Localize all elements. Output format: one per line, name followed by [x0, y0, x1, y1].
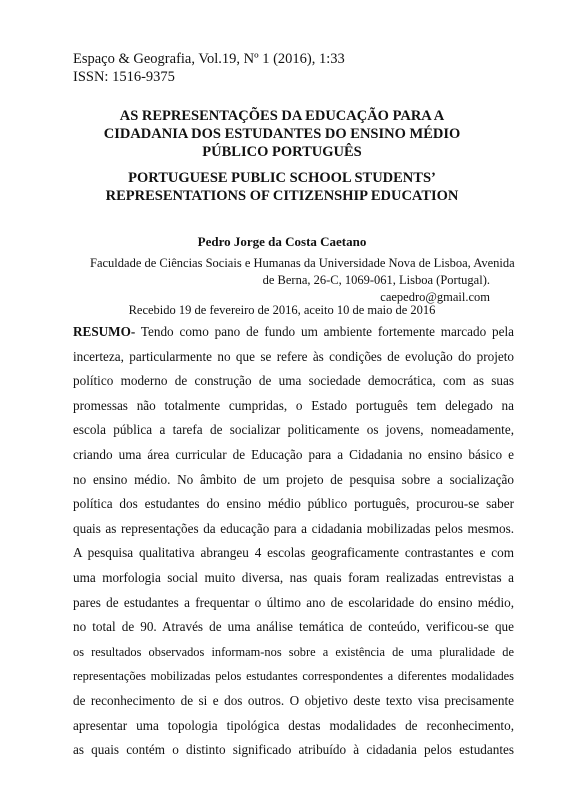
author-name: Pedro Jorge da Costa Caetano [197, 234, 367, 249]
abstract-line: uma morfologia social muito diversa, nas quais foram realizadas entrevistas a [73, 569, 514, 585]
submission-dates: Recebido 19 de fevereiro de 2016, aceito 10 de maio de 2016 [128, 303, 436, 317]
affiliation-line: de Berna, 26-C, 1069-061, Lisboa (Portugal). [262, 273, 490, 287]
abstract-line: criando uma área curricular de Educação para a Cidadania no ensino básico e [73, 446, 514, 462]
abstract-line: apresentar uma topologia tipológica destas modalidades de reconhecimento, [73, 717, 514, 733]
abstract-label: RESUMO- [73, 324, 136, 339]
abstract-line: representações mobilizadas pelos estudantes correspondentes a diferentes modalidades [73, 669, 514, 684]
author-email: caepedro@gmail.com [380, 290, 490, 304]
abstract-line: no ensino médio. No âmbito de um projeto de pesquisa sobre a socialização [73, 471, 514, 487]
affiliation-line: Faculdade de Ciências Sociais e Humanas da Universidade Nova de Lisboa, Avenida [90, 256, 515, 270]
abstract-line: político moderno de construção de uma sociedade democrática, com as suas [73, 373, 514, 389]
abstract-line: os resultados observados informam-nos sobre a existência de uma pluralidade de [73, 644, 514, 659]
abstract-line: no total de 90. Através de uma análise temática de conteúdo, verificou-se que [73, 619, 514, 635]
abstract [73, 320, 514, 763]
title-pt-line: PÚBLICO PORTUGUÊS [202, 144, 362, 160]
affiliation [90, 255, 515, 306]
journal-issn: ISSN: 1516-9375 [73, 69, 175, 85]
abstract-line: promessas não totalmente cumpridas, o Estado português tem delegado na [73, 397, 514, 413]
title-portuguese [40, 107, 524, 161]
abstract-line: de reconhecimento de si e dos outros. O objetivo deste texto visa precisamente [73, 692, 514, 708]
abstract-line: quais as representações da educação para a cidadania mobilizadas pelos mesmos. [73, 520, 514, 536]
title-pt-line: AS REPRESENTAÇÕES DA EDUCAÇÃO PARA A [119, 108, 445, 124]
abstract-line: as quais contém o distinto significado atribuído à cidadania pelos estudantes [73, 742, 514, 758]
title-english [40, 169, 524, 205]
abstract-line: RESUMO- Tendo como pano de fundo um ambiente fortemente marcado pela [73, 324, 514, 339]
abstract-line: A pesquisa qualitativa abrangeu 4 escolas geograficamente contrastantes e com [73, 545, 514, 561]
title-en-line: REPRESENTATIONS OF CITIZENSHIP EDUCATION [105, 188, 459, 204]
journal-citation: Espaço & Geografia, Vol.19, Nº 1 (2016), 1:33 [73, 51, 345, 67]
journal-header [73, 50, 345, 86]
abstract-line: pares de estudantes a frequentar o último ano de escolaridade do ensino médio, [73, 594, 514, 610]
abstract-line: escola pública a tarefa de socializar politicamente os jovens, nomeadamente, [73, 422, 514, 438]
abstract-line: política dos estudantes do ensino médio público português, procurou-se saber [73, 496, 514, 512]
title-en-line: PORTUGUESE PUBLIC SCHOOL STUDENTS’ [128, 170, 436, 186]
abstract-line: incerteza, particularmente no que se refere às condições de evolução do projeto [73, 348, 514, 364]
title-pt-line: CIDADANIA DOS ESTUDANTES DO ENSINO MÉDIO [103, 126, 461, 142]
